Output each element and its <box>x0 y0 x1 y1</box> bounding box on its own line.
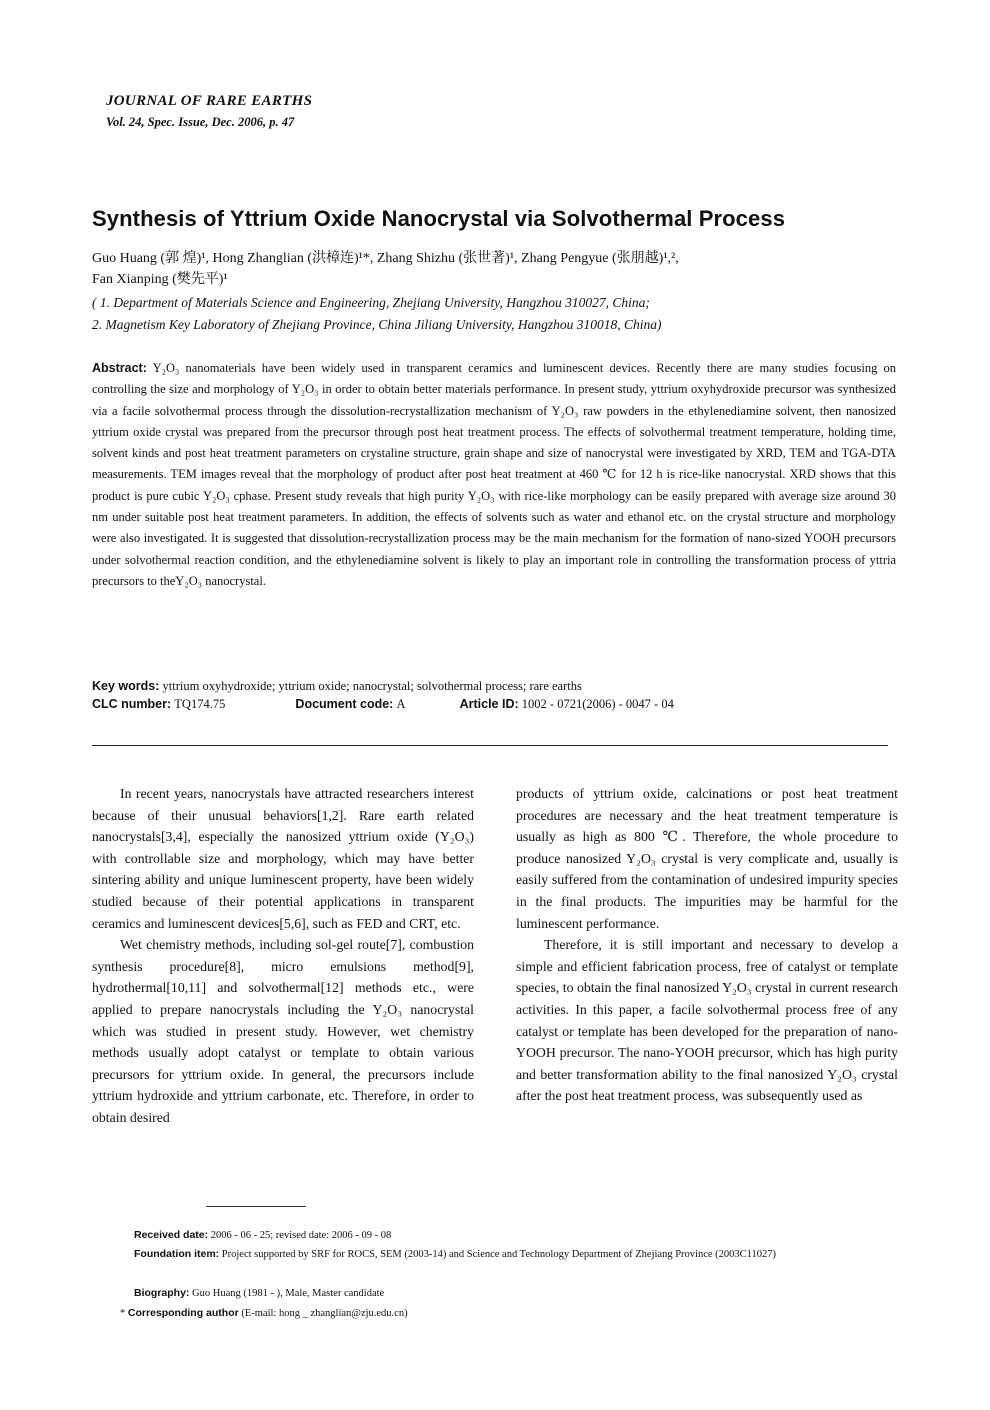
abstract-text: Y₂O₃ nanomaterials have been widely used in transparent ceramics and luminescent devices. Recently there are many studies focusing on controlling the size and morphology of Y₂O₃ in order to obtain better materials performance. In present study, yttrium oxyhydroxide precursor was synthesized via a facile solvothermal process through the dissolution-recrystallization mechanism of Y₂O₃ raw powders in the ethylenediamine solvent, then nanosized yttrium oxide crystal was prepared from the precursor through post heat treatment process. The effects of solvothermal treatment temperature, holding time, solvent kinds and post heat treatment parameters on crystaline structure, grain shape and size of nanocrystal were investigated by XRD, TEM and TGA-DTA measurements. TEM images reveal that the morphology of product after post heat treatment at 460 ℃ for 12 h is rice-like nanocrystal. XRD shows that this product is pure cubic Y₂O₃ cphase. Present study reveals that high purity Y₂O₃ with rice-like morphology can be easily prepared with average size around 30 nm under suitable post heat treatment parameters. In addition, the effects of solvents such as water and ethanol etc. on the crystal structure and morphology were also investigated. It is suggested that dissolution-recrystallization process may be the main mechanism for the formation of nano-sized YOOH precursors under solvothermal reaction condition, and the ethylenediamine solvent is likely to play an important role in controlling the transformation process of yttria precursors to theY₂O₃ nanocrystal. <box>92 361 896 588</box>
footnote-foundation <box>134 1245 899 1264</box>
classification-line <box>92 697 674 712</box>
body-paragraph: In recent years, nanocrystals have attracted researchers interest because of their unusual behaviors[1,2]. Rare earth related nanocrystals[3,4], especially the nanosized yttrium oxide (Y₂O₃) with controllable size and morphology, which may have better sintering ability and unique luminescent property, have been widely studied because of their potential applications in transparent ceramics and luminescent devices[5,6], such as FED and CRT, etc. <box>92 786 474 931</box>
article-id-label: Article ID: <box>459 697 519 711</box>
abstract <box>92 358 896 592</box>
document-code-value: A <box>396 697 406 711</box>
affiliations <box>92 292 902 336</box>
keywords-label: Key words: <box>92 679 160 693</box>
footnote-rule <box>206 1206 306 1207</box>
received-value: 2006 - 06 - 25; revised date: 2006 - 09 - 08 <box>210 1230 392 1241</box>
document-code-label: Document code: <box>295 697 394 711</box>
authors-line-2: Fan Xianping (樊先平)¹ <box>92 272 228 287</box>
journal-name: JOURNAL OF RARE EARTHS <box>106 93 313 109</box>
footnote-received <box>134 1226 391 1245</box>
clc-label: CLC number: <box>92 697 172 711</box>
body-paragraph: Wet chemistry methods, including sol-gel route[7], combustion synthesis procedure[8], micro emulsions method[9], hydrothermal[10,11] and solvothermal[12] methods etc., were applied to prepare nanocrystals including the Y₂O₃ nanocrystal which was studied in present study. However, wet chemistry methods usually adopt catalyst or template to obtain various precursors for yttrium oxide. In general, the precursors include yttrium hydroxide and yttrium carbonate, etc. Therefore, in order to obtain desired <box>92 937 474 1125</box>
corresponding-label: Corresponding author <box>127 1307 239 1319</box>
asterisk-icon: * <box>120 1308 126 1319</box>
authors-line-1: Guo Huang (郭 煌)¹, Hong Zhanglian (洪樟连)¹*, Zhang Shizhu (张世著)¹, Zhang Pengyue (张朋越)¹,², <box>92 251 679 266</box>
corresponding-value: (E-mail: hong _ zhanglian@zju.edu.cn) <box>241 1308 408 1319</box>
clc-value: TQ174.75 <box>174 697 226 711</box>
foundation-value: Project supported by SRF for ROCS, SEM (2003-14) and Science and Technology Department of Zhejiang Province (2003C11027) <box>221 1249 776 1260</box>
footnote-corresponding <box>120 1304 408 1323</box>
body-column-right <box>516 783 898 1107</box>
section-divider <box>92 745 888 746</box>
body-paragraph: products of yttrium oxide, calcinations or post heat treatment procedures are necessary and the heat treatment temperature is usually as high as 800 ℃. Therefore, the whole procedure to produce nanosized Y₂O₃ crystal is very complicate and, usually is easily suffered from the contamination of undesired impurity species in the final products. The impurities may be harmful for the luminescent performance. <box>516 786 898 931</box>
abstract-label: Abstract: <box>92 361 147 375</box>
paper-title: Synthesis of Yttrium Oxide Nanocrystal via Solvothermal Process <box>92 206 786 231</box>
biography-value: Guo Huang (1981 - ), Male, Master candidate <box>192 1288 385 1299</box>
foundation-label: Foundation item: <box>134 1248 220 1260</box>
keywords <box>92 676 896 697</box>
biography-label: Biography: <box>134 1287 190 1299</box>
footnote-biography <box>134 1284 384 1303</box>
received-label: Received date: <box>134 1229 209 1241</box>
body-column-left <box>92 783 474 1129</box>
authors <box>92 248 892 290</box>
article-id-value: 1002 - 0721(2006) - 0047 - 04 <box>521 697 674 711</box>
affiliation-1: ( 1. Department of Materials Science and Engineering, Zhejiang University, Hangzhou 310027, China; <box>92 295 650 310</box>
journal-volume: Vol. 24, Spec. Issue, Dec. 2006, p. 47 <box>106 115 295 129</box>
keywords-text: yttrium oxyhydroxide; yttrium oxide; nanocrystal; solvothermal process; rare earths <box>162 679 582 693</box>
affiliation-2: 2. Magnetism Key Laboratory of Zhejiang Province, China Jiliang University, Hangzhou 310018, China) <box>92 317 662 332</box>
body-paragraph: Therefore, it is still important and necessary to develop a simple and efficient fabrication process, free of catalyst or template species, to obtain the final nanosized Y₂O₃ crystal in current research activities. In this paper, a facile solvothermal process free of any catalyst or template has been developed for the preparation of nano-YOOH precursor. The nano-YOOH precursor, which has high purity and better transformation ability to the final nanosized Y₂O₃ crystal after the post heat treatment process, was subsequently used as <box>516 937 898 1104</box>
